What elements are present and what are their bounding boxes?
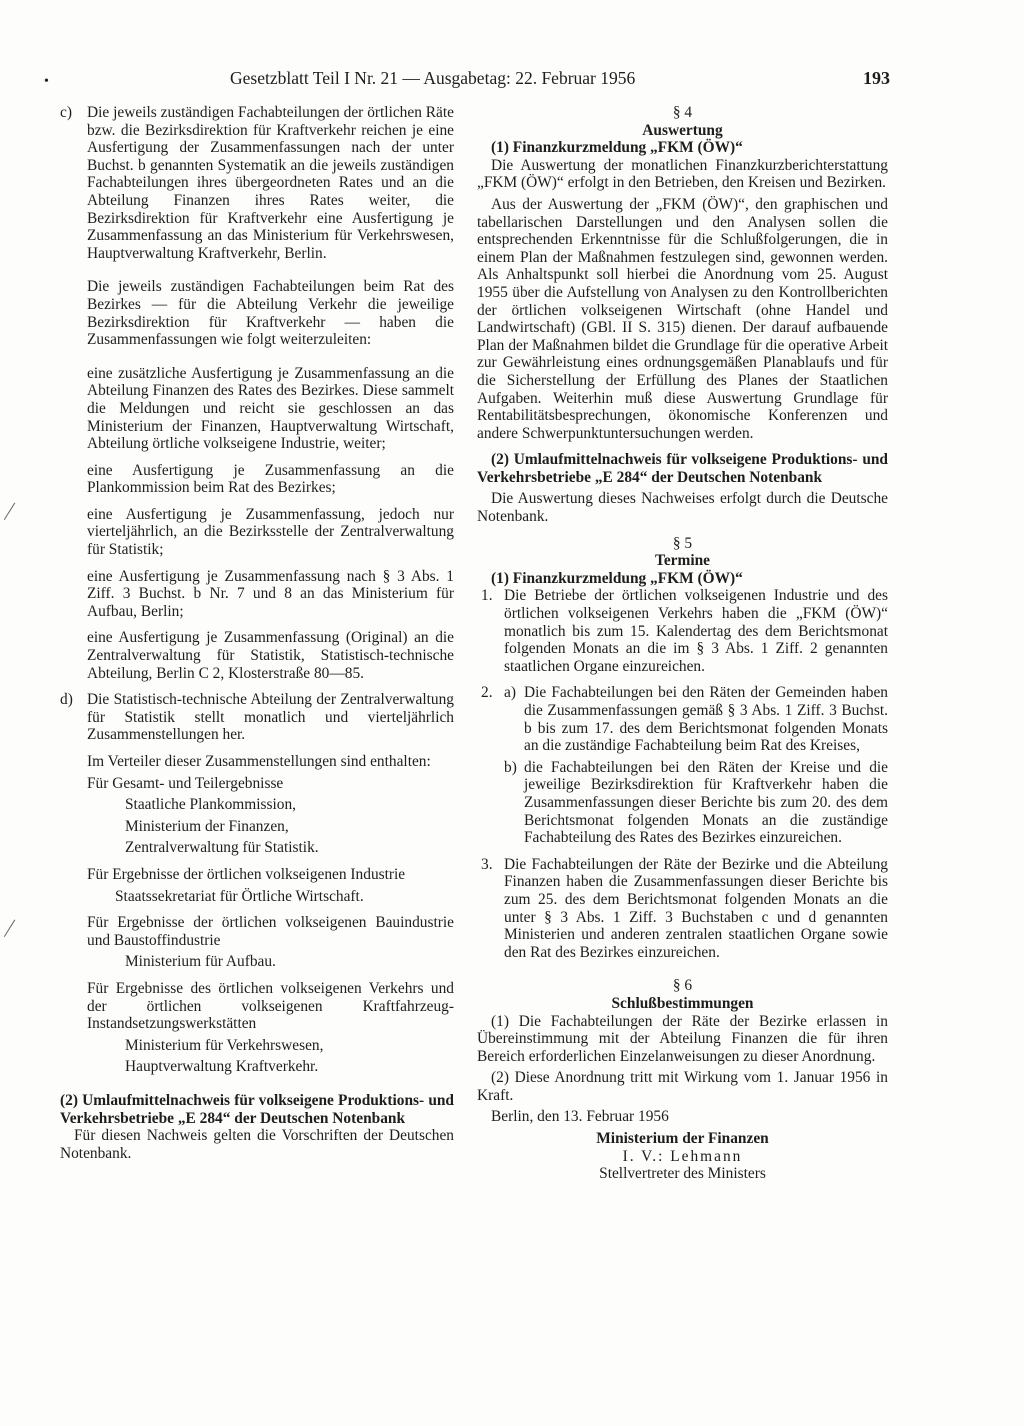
paragraph: die Fachabteilungen bei den Räten der Kreise und die jeweilige Bezirksdirektion für Kraftverkehr haben die Zusammenfassungen dieser Berichte bis zum 20. des dem Berichtsmonat folgenden Monats an die zuständige Fachabteilung des Rates des Bezirkes einzureichen.	[524, 758, 888, 847]
item-label: 2.	[481, 684, 493, 702]
item-c	[60, 104, 454, 682]
distribution-recipient: Staatssekretariat für Örtliche Wirtschaft.	[115, 887, 364, 905]
distribution-heading: Für Ergebnisse des örtlichen volkseigenen Verkehrs und der örtlichen volkseigenen Kraftfahrzeug-Instandsetzungswerkstätten	[87, 979, 454, 1033]
section-title: Auswertung	[642, 121, 723, 139]
place-date: Berlin, den 13. Februar 1956	[491, 1108, 669, 1126]
margin-pencil-mark	[4, 503, 27, 528]
page-header	[30, 68, 890, 92]
left-column	[60, 104, 454, 1162]
list-item: eine Ausfertigung je Zusammenfassung nach § 3 Abs. 1 Ziff. 3 Buchst. b Nr. 7 und 8 an das Ministerium für Aufbau, Berlin;	[87, 567, 454, 620]
subsection-heading: (1) Finanzkurzmeldung „FKM (ÖW)“	[491, 569, 743, 587]
list-item: eine zusätzliche Ausfertigung je Zusammenfassung an die Abteilung Finanzen des Rates des Bezirkes. Diese sammelt die Meldungen und reicht sie geschlossen an das Ministerium der Finanzen, Hauptverwaltung Wirtschaft, Abteilung örtliche volkseigene Industrie, weiter;	[87, 364, 454, 453]
header-title: Gesetzblatt Teil I Nr. 21 — Ausgabetag: 22. Februar 1956	[230, 68, 636, 88]
section-number: § 5	[672, 534, 693, 552]
distribution-heading: Für Gesamt- und Teilergebnisse	[87, 774, 284, 792]
sub-item	[504, 759, 888, 847]
item-label: b)	[504, 758, 517, 776]
numbered-item	[477, 684, 888, 846]
paragraph: Die jeweils zuständigen Fachabteilungen beim Rat des Bezirkes — für die Abteilung Verkehr die jeweilige Bezirksdirektion für Kraftverkehr — haben die Zusammenfassungen wie folgt weiterzuleiten:	[87, 278, 454, 349]
distribution-recipient: Zentralverwaltung für Statistik.	[125, 839, 319, 857]
paragraph: Die Betriebe der örtlichen volkseigenen Industrie und des örtlichen volkseigenen Verkehrs haben die „FKM (ÖW)“ monatlich bis zum 15. Kalendertag des dem Berichtsmonat folgenden Monats an die im § 3 Abs. 1 Ziff. 2 genannten staatlichen Organe einzureichen.	[504, 587, 888, 675]
distribution-recipient: Hauptverwaltung Kraftverkehr.	[125, 1058, 319, 1076]
section-heading: (2) Umlaufmittelnachweis für volkseigene Produktions- und Verkehrsbetriebe „E 284“ der Deutschen Notenbank	[60, 1091, 454, 1127]
section-title: Schlußbestimmungen	[611, 994, 754, 1012]
distribution-recipient: Staatliche Plankommission,	[125, 796, 296, 814]
section-number: § 4	[672, 104, 693, 121]
distribution-heading: Für Ergebnisse der örtlichen volkseigenen Industrie	[87, 865, 406, 883]
paragraph: Die Statistisch-technische Abteilung der Zentralverwaltung für Statistik stellt monatlich und vierteljährlich Zusammenstellungen her.	[87, 691, 454, 744]
sub-item	[504, 684, 888, 754]
section-title: Termine	[654, 552, 710, 570]
paragraph: Die Auswertung dieses Nachweises erfolgt durch die Deutsche Notenbank.	[477, 490, 888, 526]
list-item: eine Ausfertigung je Zusammenfassung an die Plankommission beim Rat des Bezirkes;	[87, 461, 454, 497]
paragraph: Die Auswertung der monatlichen Finanzkurzberichterstattung „FKM (ÖW)“ erfolgt in den Betrieben, den Kreisen und Bezirken.	[477, 156, 888, 192]
margin-pencil-mark	[4, 920, 27, 945]
numbered-item	[477, 856, 888, 962]
paragraph: Aus der Auswertung der „FKM (ÖW)“, den graphischen und tabellarischen Darstellungen und den Analysen sollen die entsprechenden Erkenntnisse für die Schlußfolgerungen, die in einem Plan der Maßnahmen festzulegen sind, gewonnen werden. Als Anhaltspunkt soll hierbei die Anordnung vom 25. August 1955 über die Aufstellung von Analysen zu den Kontrollberichten der örtlichen volkseigenen Wirtschaft (ohne Handel und Landwirtschaft) (GBl. II S. 315) dienen. Der darauf aufbauende Plan der Maßnahmen bildet die Grundlage für die operative Arbeit zur Gewährleistung eines ordnungsgemäßen Planablaufs und für die Sicherstellung der Erfüllung des Planes der Staatlichen Aufgaben. Weiterhin muß diese Auswertung Grundlage für Rentabilitätsbesprechungen, ökonomische Konferenzen und andere Schwerpunktuntersuchungen werden.	[477, 195, 888, 442]
item-label: a)	[504, 684, 516, 702]
item-label: 3.	[481, 855, 493, 873]
distribution-recipient: Ministerium für Verkehrswesen,	[125, 1036, 324, 1054]
ministry-name: Ministerium der Finanzen	[596, 1130, 769, 1148]
paragraph: Die Fachabteilungen der Räte der Bezirke und die Abteilung Finanzen haben die Zusammenfassungen dieser Berichte bis zum 25. des dem Berichtsmonat folgenden Monats an die unter § 3 Abs. 1 Ziff. 3 Buchstaben c und d genannten Ministerien und anderen zentralen staatlichen Organe sowie den Rat des Bezirkes einzureichen.	[504, 855, 888, 961]
subsection-heading: (1) Finanzkurzmeldung „FKM (ÖW)“	[491, 139, 743, 157]
bullet-mark: •	[44, 74, 49, 89]
right-column	[477, 104, 888, 1183]
list-item: eine Ausfertigung je Zusammenfassung, jedoch nur vierteljährlich, an die Bezirksstelle der Zentralverwaltung für Statistik;	[87, 505, 454, 559]
paragraph: Die jeweils zuständigen Fachabteilungen der örtlichen Räte bzw. die Bezirksdirektion für Kraftverkehr reichen je eine Ausfertigung der Zusammenfassungen nach der unter Buchst. b genannten Systematik an die jeweils zuständigen Fachabteilungen ihres übergeordneten Rates und an die Abteilung Finanzen ihres Rates weiter, die Bezirksdirektion für Kraftverkehr eine Ausfertigung je Zusammenfassung an das Ministerium für Verkehrswesen, Hauptverwaltung Kraftverkehr, Berlin.	[87, 104, 454, 262]
page-number: 193	[863, 68, 890, 88]
item-label: d)	[60, 691, 73, 709]
distribution-recipient: Ministerium für Aufbau.	[125, 953, 276, 971]
item-label: c)	[60, 104, 72, 121]
paragraph: (1) Die Fachabteilungen der Räte der Bezirke erlassen in Übereinstimmung mit der Abteilung Finanzen die für ihren Bereich erforderlichen Einzelanweisungen zu dieser Anordnung.	[477, 1012, 888, 1065]
distribution-recipient: Ministerium der Finanzen,	[125, 817, 289, 835]
paragraph: Im Verteiler dieser Zusammenstellungen sind enthalten:	[87, 753, 431, 770]
subsection-heading: (2) Umlaufmittelnachweis für volkseigene Produktions- und Verkehrsbetriebe „E 284“ der Deutschen Notenbank	[477, 451, 888, 486]
paragraph: (2) Diese Anordnung tritt mit Wirkung vom 1. Januar 1956 in Kraft.	[477, 1069, 888, 1104]
signatory: I. V.: Lehmann	[622, 1147, 743, 1165]
distribution-heading: Für Ergebnisse der örtlichen volkseigenen Bauindustrie und Baustoffindustrie	[87, 914, 454, 949]
signatory-role: Stellvertreter des Ministers	[599, 1165, 766, 1183]
paragraph: Für diesen Nachweis gelten die Vorschriften der Deutschen Notenbank.	[60, 1127, 454, 1162]
paragraph: Die Fachabteilungen bei den Räten der Gemeinden haben die Zusammenfassungen gemäß § 3 Abs. 1 Ziff. 3 Buchst. b bis zum 17. des dem Berichtsmonat folgenden Monats an die zuständige Fachabteilung beim Rat des Kreises,	[524, 684, 888, 755]
list-item: eine Ausfertigung je Zusammenfassung (Original) an die Zentralverwaltung für Statistik, Statistisch-technische Abteilung, Berlin C 2, Klosterstraße 80—85.	[87, 629, 454, 682]
item-d	[60, 691, 454, 1076]
numbered-item	[477, 587, 888, 675]
section-number: § 6	[672, 977, 693, 995]
item-label: 1.	[481, 587, 493, 605]
